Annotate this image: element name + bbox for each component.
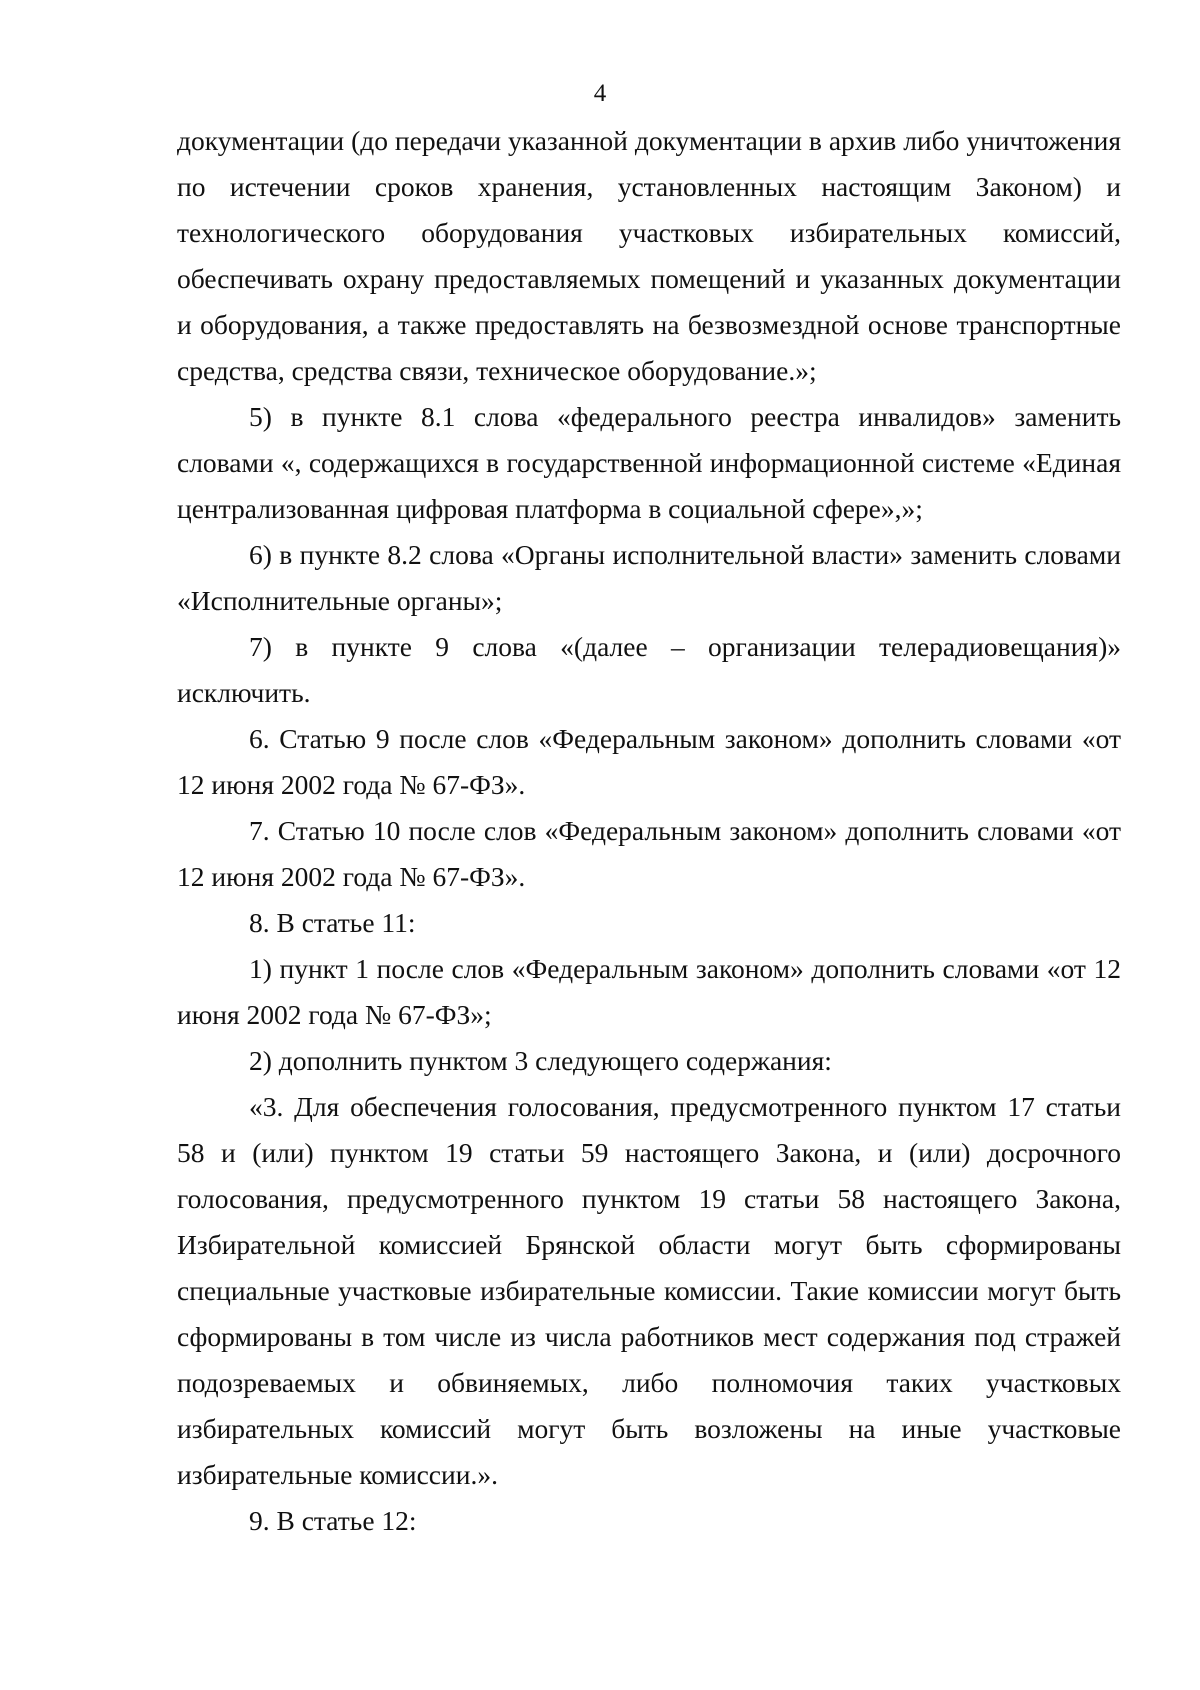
paragraph-article-11-heading: 8. В статье 11: <box>249 907 416 938</box>
paragraph-item-5: 5) в пункте 8.1 слова «федерального реестра инвалидов» заменить словами «, содержащихся в государственной информационной системе «Единая централизованная цифровая платформа в социальной сфере»,»; <box>177 401 1121 524</box>
paragraph-continuation: документации (до передачи указанной документации в архив либо уничтожения по истечении сроков хранения, установленных настоящим Законом) и технологического оборудования участковых избирательных комиссий, обеспечивать охрану предоставляемых помещений и указанных документации и оборудования, а также предоставлять на безвозмездной основе транспортные средства, средства связи, техническое оборудование.»; <box>177 125 1121 386</box>
paragraph-article-12-heading: 9. В статье 12: <box>249 1505 417 1536</box>
page-number: 4 <box>593 80 607 107</box>
paragraph-item-6: 6) в пункте 8.2 слова «Органы исполнительной власти» заменить словами «Исполнительные органы»; <box>177 539 1121 616</box>
document-body <box>177 118 1121 1544</box>
paragraph-article-11-item-2: 2) дополнить пунктом 3 следующего содержания: <box>249 1045 832 1076</box>
paragraph-article-11-item-1: 1) пункт 1 после слов «Федеральным законом» дополнить словами «от 12 июня 2002 года № 67-ФЗ»; <box>177 953 1121 1030</box>
paragraph-new-point-3: «3. Для обеспечения голосования, предусмотренного пунктом 17 статьи 58 и (или) пунктом 19 статьи 59 настоящего Закона, и (или) досрочного голосования, предусмотренного пунктом 19 статьи 58 настоящего Закона, Избирательной комиссией Брянской области могут быть сформированы специальные участковые избирательные комиссии. Такие комиссии могут быть сформированы в том числе из числа работников мест содержания под стражей подозреваемых и обвиняемых, либо полномочия таких участковых избирательных комиссий могут быть возложены на иные участковые избирательные комиссии.». <box>177 1091 1121 1490</box>
paragraph-article-9: 6. Статью 9 после слов «Федеральным законом» дополнить словами «от 12 июня 2002 года № 67-ФЗ». <box>177 723 1121 800</box>
paragraph-item-7: 7) в пункте 9 слова «(далее – организации телерадиовещания)» исключить. <box>177 631 1121 708</box>
paragraph-article-10: 7. Статью 10 после слов «Федеральным законом» дополнить словами «от 12 июня 2002 года № 67-ФЗ». <box>177 815 1121 892</box>
